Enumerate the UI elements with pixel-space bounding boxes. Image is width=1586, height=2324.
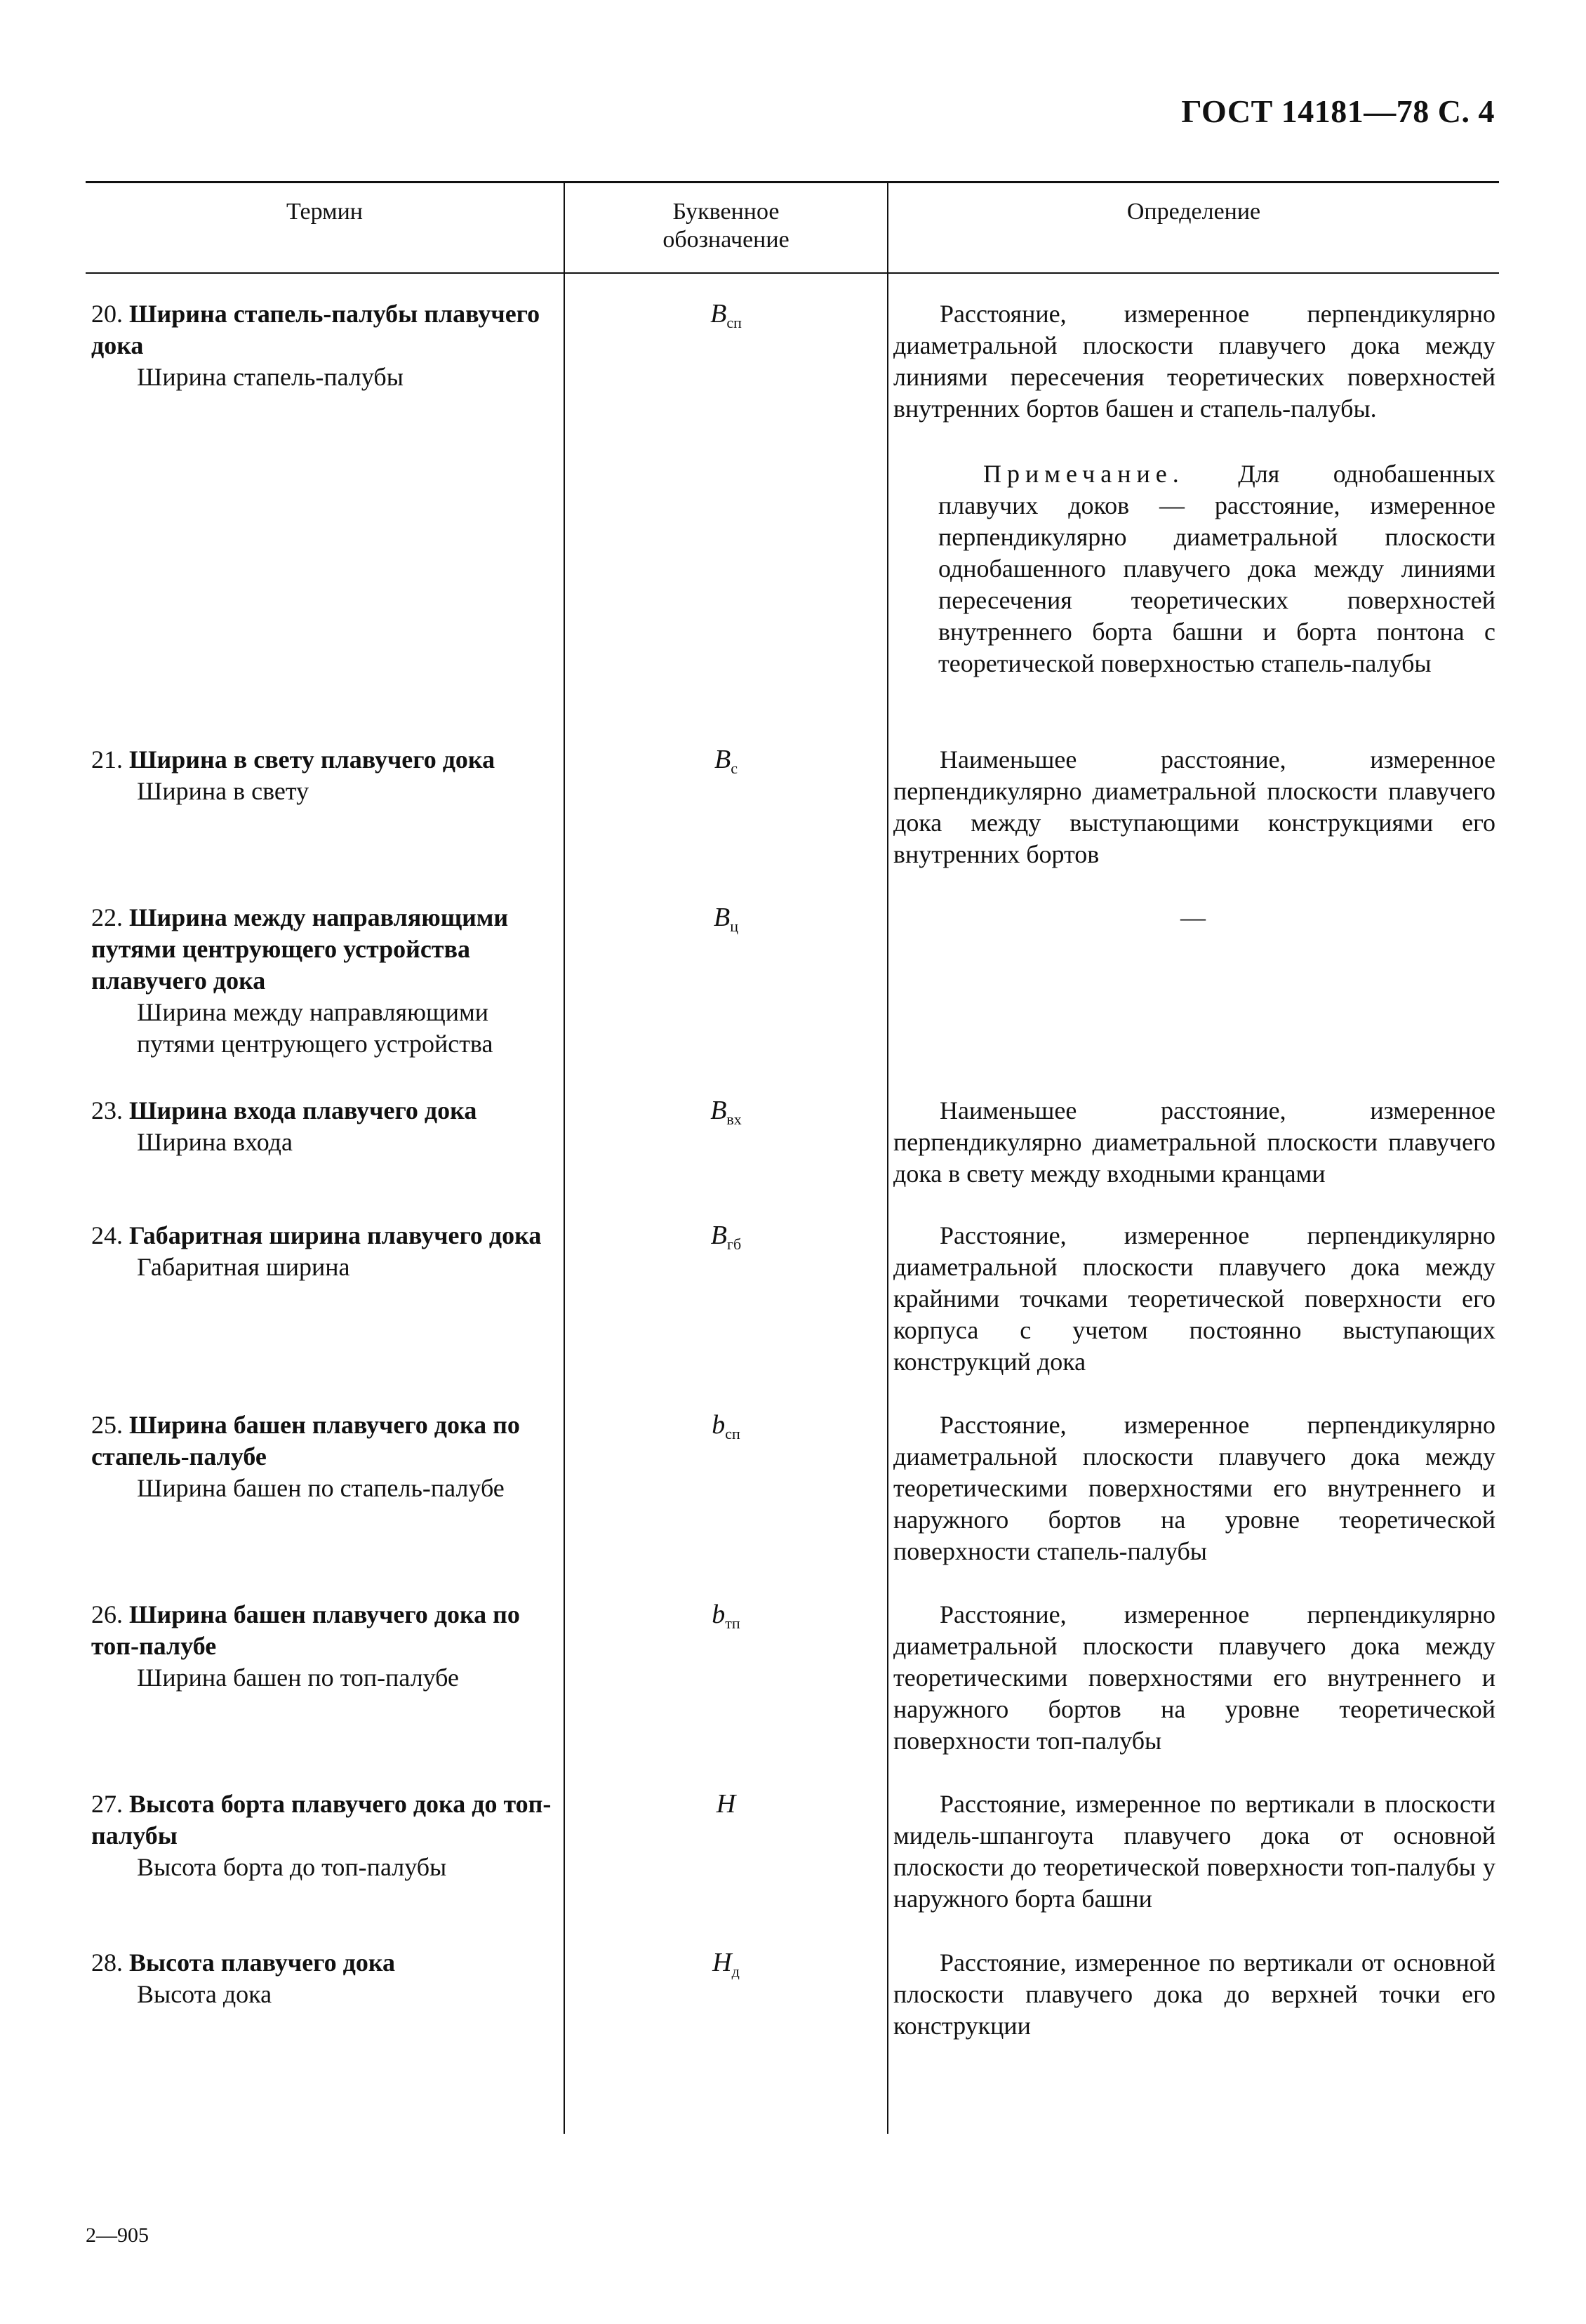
term-number: 26. xyxy=(91,1600,123,1628)
term-full: Ширина между направляющими путями центрующего устройства плавучего дока xyxy=(91,903,509,995)
term-symbol: $B_ц$ xyxy=(714,903,738,935)
term-definition: Расстояние, измеренное по вертикали в плоскости мидель-шпангоута плавучего дока от основной плоскости до теоретической поверхности топ-палубы у наружного борта башни xyxy=(893,1790,1495,1913)
term-number: 28. xyxy=(91,1948,123,1977)
column-header-symbol xyxy=(565,198,887,254)
term-cell xyxy=(91,744,554,807)
term-symbol: $B_с$ xyxy=(714,745,738,777)
column-divider-1 xyxy=(564,181,565,2134)
term-definition: Наименьшее расстояние, измеренное перпендикулярно диаметральной плоскости плавучего дока в свету между входными кранцами xyxy=(893,1096,1495,1188)
term-cell xyxy=(91,298,554,393)
term-cell xyxy=(91,902,554,1060)
term-definition: Наименьшее расстояние, измеренное перпендикулярно диаметральной плоскости плавучего дока между выступающими конструкциями его внутренних бортов xyxy=(893,745,1495,868)
term-symbol: $b_{сп}$ xyxy=(712,1410,740,1442)
column-divider-2 xyxy=(887,181,888,2134)
term-definition: Расстояние, измеренное по вертикали от основной плоскости плавучего дока до верхней точки его конструкции xyxy=(893,1948,1495,2040)
term-cell xyxy=(91,1220,554,1283)
term-symbol: $B_{сп}$ xyxy=(710,299,742,331)
term-definition: — xyxy=(1180,903,1206,931)
term-short: Высота борта до топ-палубы xyxy=(137,1853,447,1881)
term-symbol: $B_{гб}$ xyxy=(710,1221,742,1253)
term-cell xyxy=(91,1599,554,1694)
term-definition: Расстояние, измеренное перпендикулярно диаметральной плоскости плавучего дока между линиями пересечения теоретических поверхностей внутренних бортов башен и стапель-палубы. xyxy=(893,300,1495,423)
note-text: Для однобашенных плавучих доков — расстояние, измеренное перпендикулярно диаметральной плоскости однобашенного плавучего дока между линиями пересечения теоретических поверхностей внутреннего борта башни и борта понтона с теоретической поверхностью стапель-палубы xyxy=(938,460,1496,677)
term-number: 27. xyxy=(91,1790,123,1818)
term-cell xyxy=(91,1788,554,1883)
term-cell xyxy=(91,1409,554,1504)
term-short: Габаритная ширина xyxy=(137,1253,350,1281)
column-header-term: Термин xyxy=(286,199,363,225)
term-full: Ширина входа плавучего дока xyxy=(129,1096,477,1124)
column-header-symbol-line2: обозначение xyxy=(662,227,789,253)
page-header: ГОСТ 14181—78 С. 4 xyxy=(1181,93,1495,129)
note-label: Примечание. xyxy=(983,460,1185,488)
term-symbol: H xyxy=(716,1789,736,1819)
term-full: Ширина стапель-палубы плавучего дока xyxy=(91,300,540,359)
term-full: Ширина башен плавучего дока по топ-палубе xyxy=(91,1600,520,1660)
term-short: Ширина башен по стапель-палубе xyxy=(137,1474,505,1502)
term-definition: Расстояние, измеренное перпендикулярно диаметральной плоскости плавучего дока между теоретическими поверхностями его внутреннего и наружного бортов на уровне теоретической поверхности топ-палубы xyxy=(893,1600,1495,1755)
column-header-symbol-line1: Буквенное xyxy=(672,199,780,225)
term-symbol: $B_{вх}$ xyxy=(710,1096,742,1128)
term-number: 23. xyxy=(91,1096,123,1124)
term-number: 24. xyxy=(91,1221,123,1249)
table-top-rule xyxy=(86,181,1499,183)
term-symbol: $b_{тп}$ xyxy=(712,1600,740,1632)
term-short: Ширина входа xyxy=(137,1128,293,1156)
term-number: 25. xyxy=(91,1411,123,1439)
term-short: Ширина стапель-палубы xyxy=(137,363,404,391)
term-number: 21. xyxy=(91,745,123,773)
term-full: Ширина в свету плавучего дока xyxy=(129,745,495,773)
table-header-rule xyxy=(86,272,1499,274)
term-cell xyxy=(91,1947,554,2010)
term-number: 20. xyxy=(91,300,123,328)
term-cell xyxy=(91,1095,554,1158)
term-short: Ширина в свету xyxy=(137,777,309,805)
term-full: Ширина башен плавучего дока по стапель-палубе xyxy=(91,1411,520,1470)
term-symbol: $H_д$ xyxy=(712,1948,740,1980)
term-full: Высота борта плавучего дока до топ-палубы xyxy=(91,1790,552,1850)
term-short: Ширина между направляющими путями центрующего устройства xyxy=(137,998,493,1058)
term-full: Высота плавучего дока xyxy=(129,1948,396,1977)
term-definition: Расстояние, измеренное перпендикулярно диаметральной плоскости плавучего дока между теоретическими поверхностями его внутреннего и наружного бортов на уровне теоретической поверхности стапель-палубы xyxy=(893,1411,1495,1565)
term-full: Габаритная ширина плавучего дока xyxy=(129,1221,542,1249)
term-definition: Расстояние, измеренное перпендикулярно диаметральной плоскости плавучего дока между крайними точками теоретической поверхности его корпуса с учетом постоянно выступающих конструкций дока xyxy=(893,1221,1495,1376)
term-short: Ширина башен по топ-палубе xyxy=(137,1664,459,1692)
page-footer-code: 2—905 xyxy=(86,2224,149,2247)
column-header-definition: Определение xyxy=(1126,199,1261,225)
term-note xyxy=(938,458,1495,679)
term-number: 22. xyxy=(91,903,123,931)
term-short: Высота дока xyxy=(137,1980,272,2008)
